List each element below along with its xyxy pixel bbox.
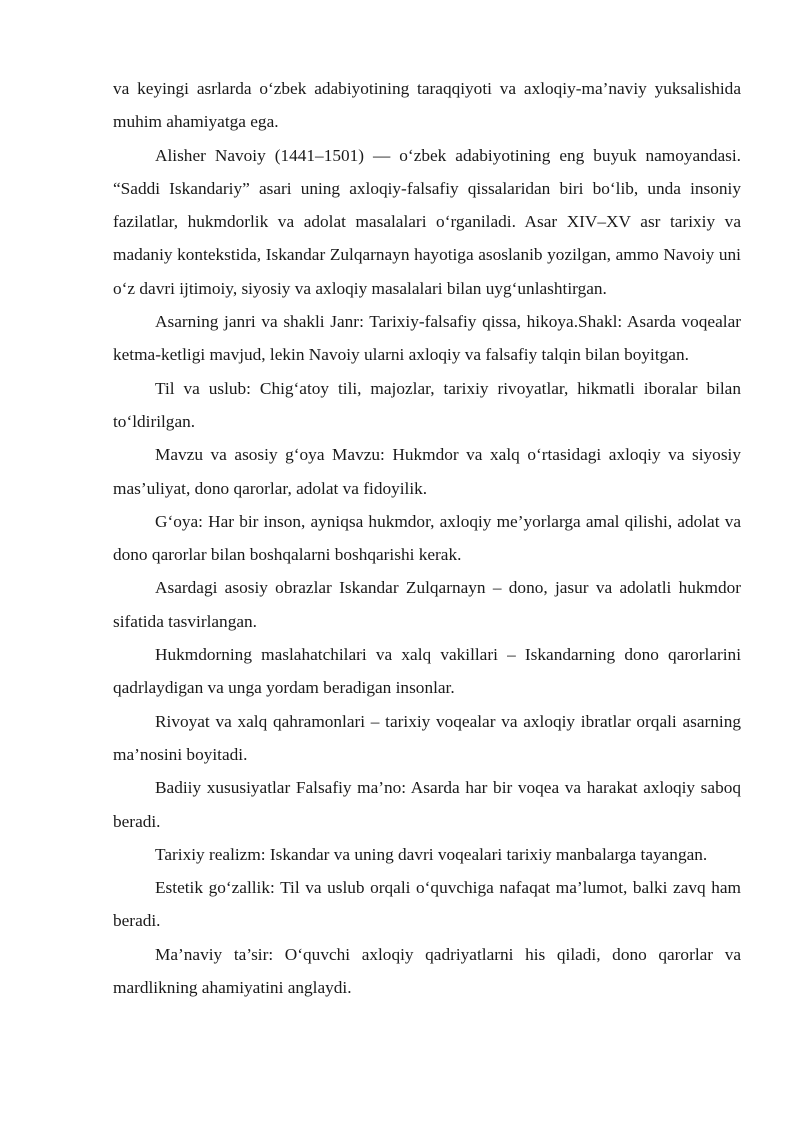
paragraph-historical-realism: Tarixiy realizm: Iskandar va uning davri voqealari tarixiy manbalarga tayangan.: [155, 844, 708, 864]
paragraph-continuation: va keyingi asrlarda o‘zbek adabiyotining taraqqiyoti va axloqiy-ma’naviy yuksalishida muhim ahamiyatga ega.: [113, 79, 741, 132]
paragraph-theme: Mavzu va asosiy g‘oya Mavzu: Hukmdor va xalq o‘rtasidagi axloqiy va siyosiy mas’uliyat, dono qarorlar, adolat va fidoyilik.: [113, 445, 741, 498]
paragraph-navoiy-intro: Alisher Navoiy (1441–1501) — o‘zbek adabiyotining eng buyuk namoyandasi. “Saddi Iskandariy” asari uning axloqiy-falsafiy qissalaridan biri bo‘lib, unda insoniy fazilatlar, hukmdorlik va adolat masalalari o‘rganiladi. Asar XIV–XV asr tarixiy va madaniy kontekstida, Iskandar Zulqarnayn hayotiga asoslanib yozilgan, ammo Navoiy uni o‘z davri ijtimoiy, siyosiy va axloqiy masalalari bilan uyg‘unlashtirgan.: [113, 145, 741, 298]
paragraph-aesthetic-beauty: Estetik go‘zallik: Til va uslub orqali o‘quvchiga nafaqat ma’lumot, balki zavq ham beradi.: [113, 878, 741, 931]
paragraph-artistic-features: Badiiy xususiyatlar Falsafiy ma’no: Asarda har bir voqea va harakat axloqiy saboq beradi.: [113, 778, 741, 831]
paragraph-main-characters: Asardagi asosiy obrazlar Iskandar Zulqarnayn – dono, jasur va adolatli hukmdor sifatida tasvirlangan.: [113, 578, 741, 631]
paragraph-advisors: Hukmdorning maslahatchilari va xalq vakillari – Iskandarning dono qarorlarini qadrlaydigan va unga yordam beradigan insonlar.: [113, 645, 741, 698]
paragraph-spiritual-impact: Ma’naviy ta’sir: O‘quvchi axloqiy qadriyatlarni his qiladi, dono qarorlar va mardlikning ahamiyatini anglaydi.: [113, 944, 741, 998]
paragraph-idea: G‘oya: Har bir inson, ayniqsa hukmdor, axloqiy me’yorlarga amal qilishi, adolat va dono qarorlar bilan boshqalarni boshqarishi kerak.: [113, 511, 741, 565]
document-page: [113, 72, 741, 1004]
paragraph-language-style: Til va uslub: Chig‘atoy tili, majozlar, tarixiy rivoyatlar, hikmatli iboralar bilan to‘ldirilgan.: [113, 378, 741, 431]
paragraph-folk-heroes: Rivoyat va xalq qahramonlari – tarixiy voqealar va axloqiy ibratlar orqali asarning ma’nosini boyitadi.: [113, 711, 741, 764]
paragraph-genre-form: Asarning janri va shakli Janr: Tarixiy-falsafiy qissa, hikoya.Shakl: Asarda voqealar ketma-ketligi mavjud, lekin Navoiy ularni axloqiy va falsafiy talqin bilan boyitgan.: [113, 312, 741, 365]
